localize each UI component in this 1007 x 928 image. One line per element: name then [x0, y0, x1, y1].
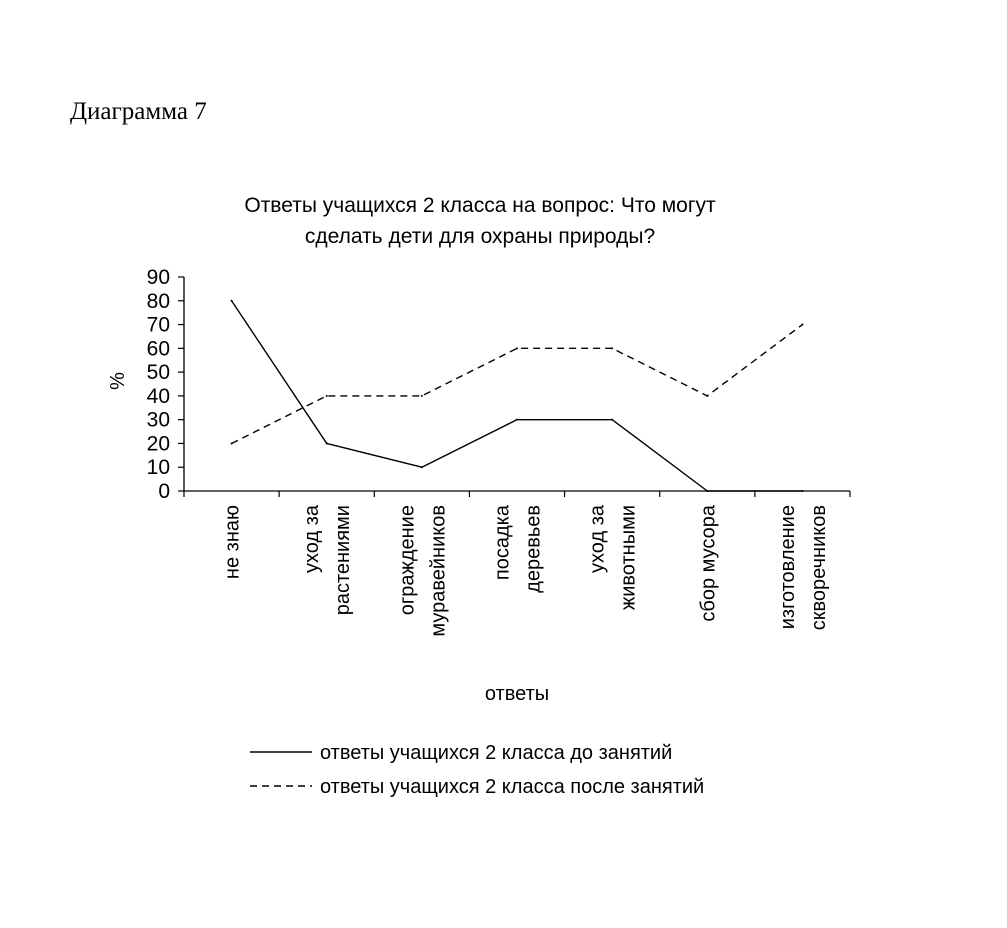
data-point — [801, 490, 803, 492]
data-point — [706, 490, 708, 492]
x-category-label: ограждение — [396, 505, 419, 616]
chart-axes — [178, 277, 850, 497]
x-category-label: не знаю — [221, 505, 244, 580]
y-tick-label: 80 — [146, 289, 170, 313]
chart-labels — [107, 266, 830, 705]
data-point — [326, 442, 328, 444]
y-tick-label: 30 — [146, 408, 170, 432]
x-category-label: деревьев — [522, 505, 545, 593]
x-axis-label: ответы — [484, 683, 550, 705]
data-point — [706, 395, 708, 397]
data-point — [516, 347, 518, 349]
series-line-after — [232, 325, 803, 444]
y-tick-label: 0 — [158, 480, 170, 503]
data-point — [231, 300, 233, 302]
chart-series — [231, 300, 804, 492]
x-category-label: сбор мусора — [697, 505, 720, 622]
x-category-label: растениями — [332, 505, 355, 616]
chart-legend — [250, 742, 704, 798]
y-tick-label: 70 — [146, 313, 170, 337]
data-point — [516, 419, 518, 421]
chart-title-line-2: сделать дети для охраны природы? — [304, 225, 656, 248]
x-category-label: изготовление — [776, 505, 799, 630]
chart-title-line-1: Ответы учащихся 2 класса на вопрос: Что могут — [244, 194, 716, 217]
x-category-label: посадка — [491, 505, 514, 581]
y-axis-label: % — [107, 372, 129, 390]
data-point — [611, 347, 613, 349]
x-category-label: уход за — [301, 505, 324, 573]
y-tick-label: 90 — [146, 266, 170, 289]
x-category-label: скворечников — [807, 505, 830, 631]
data-point — [231, 442, 233, 444]
y-tick-label: 40 — [146, 384, 170, 408]
legend-label: ответы учащихся 2 класса до занятий — [320, 742, 673, 764]
page-heading: Диаграмма 7 — [70, 98, 207, 125]
y-tick-label: 10 — [146, 456, 170, 480]
y-tick-label: 60 — [146, 337, 170, 361]
y-tick-label: 20 — [146, 432, 170, 456]
legend-label: ответы учащихся 2 класса после занятий — [320, 776, 705, 798]
data-point — [326, 395, 328, 397]
data-point — [421, 466, 423, 468]
data-point — [421, 395, 423, 397]
x-category-label: муравейников — [427, 505, 450, 637]
y-tick-label: 50 — [146, 361, 170, 385]
x-category-label: животными — [617, 505, 640, 611]
data-point — [801, 324, 803, 326]
x-category-label: уход за — [586, 505, 609, 573]
data-point — [611, 419, 613, 421]
series-line-before — [232, 301, 803, 491]
